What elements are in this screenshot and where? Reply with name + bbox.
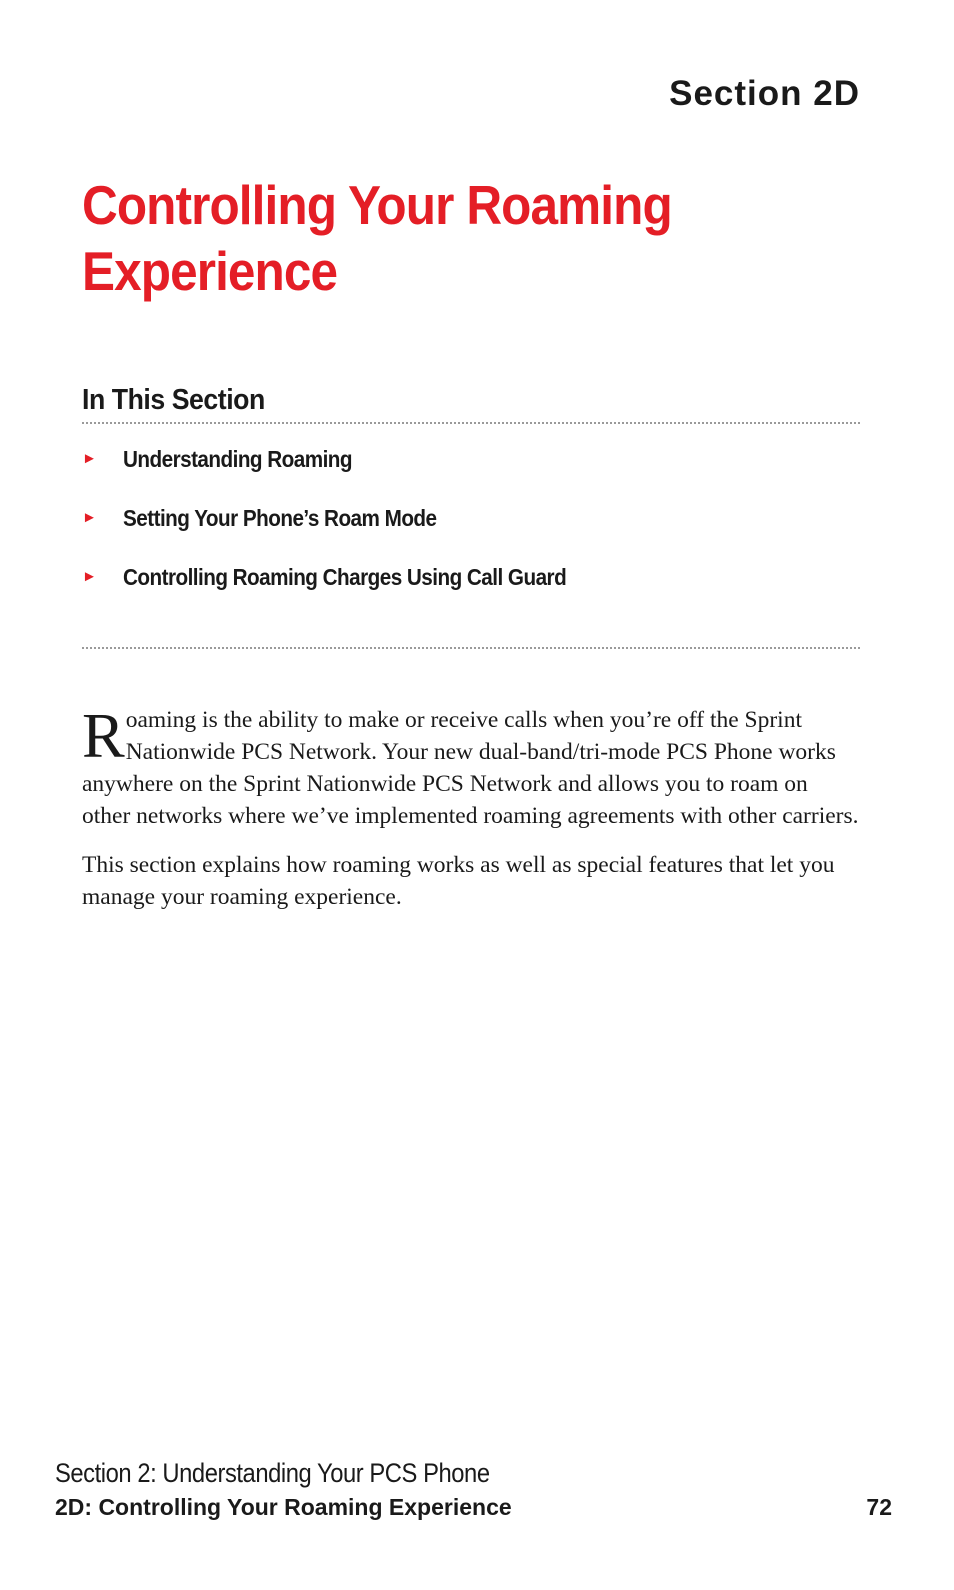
- chapter-title-line2: Experience: [82, 240, 338, 302]
- topic-label: Setting Your Phone’s Roam Mode: [123, 505, 437, 531]
- section-topic-list: [82, 424, 860, 647]
- intro-paragraph-text: oaming is the ability to make or receive calls when you’re off the Sprint Nationwide PCS Network. Your new dual-band/tri-mode PCS Phone works anywhere on the Sprint Nationwide PCS Network and allows you to roam on other networks where we’ve implemented roaming agreements with other carriers.: [82, 707, 859, 829]
- body-text: [82, 700, 860, 930]
- list-item: [82, 505, 860, 564]
- dotted-rule-bottom: [82, 647, 860, 649]
- footer-section-title: Section 2: Understanding Your PCS Phone: [55, 1458, 490, 1488]
- footer-chapter-title: 2D: Controlling Your Roaming Experience: [55, 1494, 512, 1520]
- drop-cap: R: [82, 700, 125, 771]
- list-item: [82, 446, 860, 505]
- intro-paragraph: [82, 700, 860, 832]
- triangle-bullet-icon: ►: [82, 568, 97, 585]
- page-number: 72: [866, 1494, 892, 1520]
- chapter-title: [82, 172, 712, 304]
- list-item: [82, 564, 860, 623]
- overview-paragraph: This section explains how roaming works as well as special features that let you manage your roaming experience.: [82, 852, 835, 910]
- chapter-title-line1: Controlling Your Roaming: [82, 174, 672, 236]
- section-label: Section 2D: [669, 74, 860, 113]
- topic-label: Controlling Roaming Charges Using Call Guard: [123, 564, 567, 590]
- triangle-bullet-icon: ►: [82, 450, 97, 467]
- topic-label: Understanding Roaming: [123, 446, 353, 472]
- in-this-section-box: [82, 384, 860, 649]
- in-this-section-heading: In This Section: [82, 384, 265, 416]
- triangle-bullet-icon: ►: [82, 509, 97, 526]
